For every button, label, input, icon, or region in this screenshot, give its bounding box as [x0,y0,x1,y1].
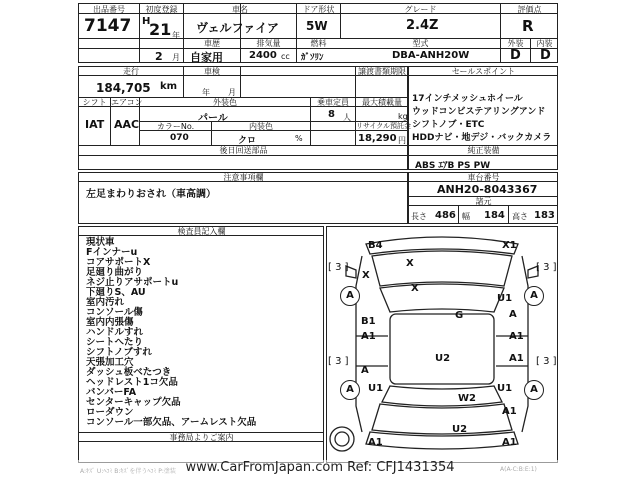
load-label: 最大積載量 [362,98,402,107]
int-grade: D [540,48,551,63]
mark-w2: W2 [458,393,476,404]
int-color-label: 内装色 [249,122,273,131]
mark-u2-rear: U2 [452,424,468,435]
mark-a1-l1: A1 [361,331,376,342]
score-label: 評価点 [517,5,542,14]
int-color-unit: % [295,134,303,143]
remark-14: ダッシュ板べたつき [86,367,172,378]
mark-bracket-3-fl: [ 3 ] [328,262,349,273]
sales-point-1: 17インチメッシュホイール [412,94,523,104]
ext-grade: D [510,48,521,63]
mark-x-hood: X [411,283,419,294]
shift: IAT [85,118,105,131]
exterior-color: パール [198,113,228,124]
shift-label: シフト [82,98,107,107]
recycle-label: リサイクル預託金 [356,122,412,130]
mark-a1-rr: A1 [502,406,517,417]
insp-month-unit: 月 [228,88,236,97]
mark-a1-r2: A1 [509,353,524,364]
remark-17: センターキャップ欠品 [86,397,181,408]
door-label: ドア形状 [302,5,335,14]
mark-b1: B1 [361,316,376,327]
mark-u1-fr: U1 [497,293,513,304]
capacity-label: 乗車定員 [317,98,349,107]
std-equipment: ABS ｴｱB PS PW [415,161,491,171]
remark-13: 天張加工穴 [86,357,134,368]
mark-a-fr: A [509,309,517,320]
height-label: 高さ [512,212,528,221]
mileage-label: 走行 [123,67,139,76]
usage-label: 車歴 [204,39,220,48]
wheel-rear-left: A [340,380,360,400]
std-equipment-label: 純正装備 [467,146,500,155]
watermark: www.CarFromJapan.com Ref: CFJ1431354 [0,460,640,475]
remark-2: Fインナーu [86,247,138,258]
chassis-number: ANH20-8043367 [437,183,538,196]
grade: 2.4Z [406,18,439,33]
wheel-front-left: A [340,286,360,306]
cc-label: 排気量 [256,39,281,48]
mark-a1-rear-r: A1 [502,437,517,448]
lot-number: 7147 [84,16,132,36]
grade-label: グレード [404,5,437,14]
remark-8: コンソール傷 [86,307,143,318]
remark-16: バンパーFA [86,387,137,398]
remark-15: ヘッドレスト1コ欠品 [86,377,178,388]
recycle-unit: 円 [398,136,406,145]
mark-u1-rr: U1 [497,383,513,394]
color-no-label: カラーNo. [156,122,195,131]
sales-point-2: ウッドコンビステアリングアンド [412,107,546,117]
remark-3: コアサポートX [86,257,151,268]
remark-4: 足廻り曲がり [86,267,144,278]
reg-month: 2 [155,50,163,63]
displacement: 2400 [249,50,277,61]
lot-label: 出品番号 [93,5,125,14]
remark-9: 室内内張傷 [86,317,134,328]
transfer-label: 譲渡書類期限 [358,67,406,76]
remark-19: コンソール一部欠品、アームレスト欠品 [86,417,257,428]
usage: 自家用 [190,51,223,64]
mark-a1-r1: A1 [509,331,524,342]
remarks-label: 検査員記入欄 [177,227,226,236]
remark-7: 室内汚れ [86,297,125,308]
recycle-fee: 18,290 [358,133,397,144]
capacity: 8 [328,109,335,120]
remark-10: ハンドルすれ [86,327,144,338]
car-diagram-icon [326,226,558,463]
width-label: 幅 [462,212,470,221]
width: 184 [484,210,505,221]
era: H [142,16,151,27]
ac-label: エアコン [111,98,143,107]
height: 183 [534,210,555,221]
car-name: ヴェルファイア [196,21,279,35]
length-label: 長さ [411,212,427,221]
sales-point-4: HDDナビ・地デジ・バックカメラ [412,133,552,143]
insp-year-unit: 年 [202,88,210,97]
remark-6: 下廻りS、AU [86,287,146,298]
length: 486 [435,210,456,221]
mark-a-rl: A [361,365,369,376]
mark-x-left: X [362,270,370,281]
air-con: AAC [114,118,140,131]
remark-1: 現状車 [86,237,115,248]
int-label: 内装 [536,39,553,48]
ext-label: 外装 [507,39,524,48]
fuel-label: 燃料 [310,39,327,48]
mark-x-front: X [406,258,414,269]
sales-points-label: セールスポイント [451,67,516,76]
month-unit: 月 [172,53,180,62]
office-label: 事務局よりご案内 [169,433,234,442]
capacity-unit: 人 [343,113,351,122]
mileage-unit: km [160,81,178,92]
cc-unit: cc [281,52,290,61]
mark-a1-rear-l: A1 [368,437,383,448]
model-label: 型式 [412,39,429,48]
year-unit: 年 [172,31,180,40]
remark-11: シートへたり [86,337,144,348]
inspection-label: 車検 [204,67,220,76]
color-label: 外装色 [213,98,237,107]
mark-x1: X1 [502,240,517,251]
chassis-label: 車台番号 [467,173,500,182]
remark-5: ネジ止りアサポートu [86,277,179,288]
door-type: 5W [306,19,328,33]
fuel: ｶﾞｿﾘﾝ [301,53,324,63]
mark-bracket-3-rl: [ 3 ] [328,356,349,367]
remark-18: ローダウン [86,407,134,418]
reg-year: 21 [149,20,172,39]
mark-bracket-3-rr: [ 3 ] [536,356,557,367]
notes-text: 左足まわりおされ（車高調） [86,189,216,200]
wheel-front-right: A [524,286,544,306]
specs-label: 諸元 [475,197,492,206]
mileage: 184,705 [96,81,151,95]
color-number: 070 [170,133,189,143]
notes-label: 注意事項欄 [223,173,264,182]
model-code: DBA-ANH20W [392,50,470,61]
car-name-label: 車名 [232,5,248,14]
remark-12: シフトノブすれ [86,347,152,358]
first-reg-label: 初度登録 [145,5,178,14]
wheel-rear-right: A [524,380,544,400]
score: R [522,17,534,35]
mark-bracket-3-fr: [ 3 ] [536,262,557,273]
mark-g: G [455,310,464,321]
mark-u2-roof: U2 [435,353,451,364]
rear-parts-label: 後日回送部品 [219,146,268,155]
mark-u1-rl: U1 [368,383,384,394]
interior-color: クロ [238,136,257,146]
load-unit: kg [398,112,408,121]
sales-point-3: シフトノブ・ETC [412,120,485,130]
mark-b4: B4 [368,240,383,251]
